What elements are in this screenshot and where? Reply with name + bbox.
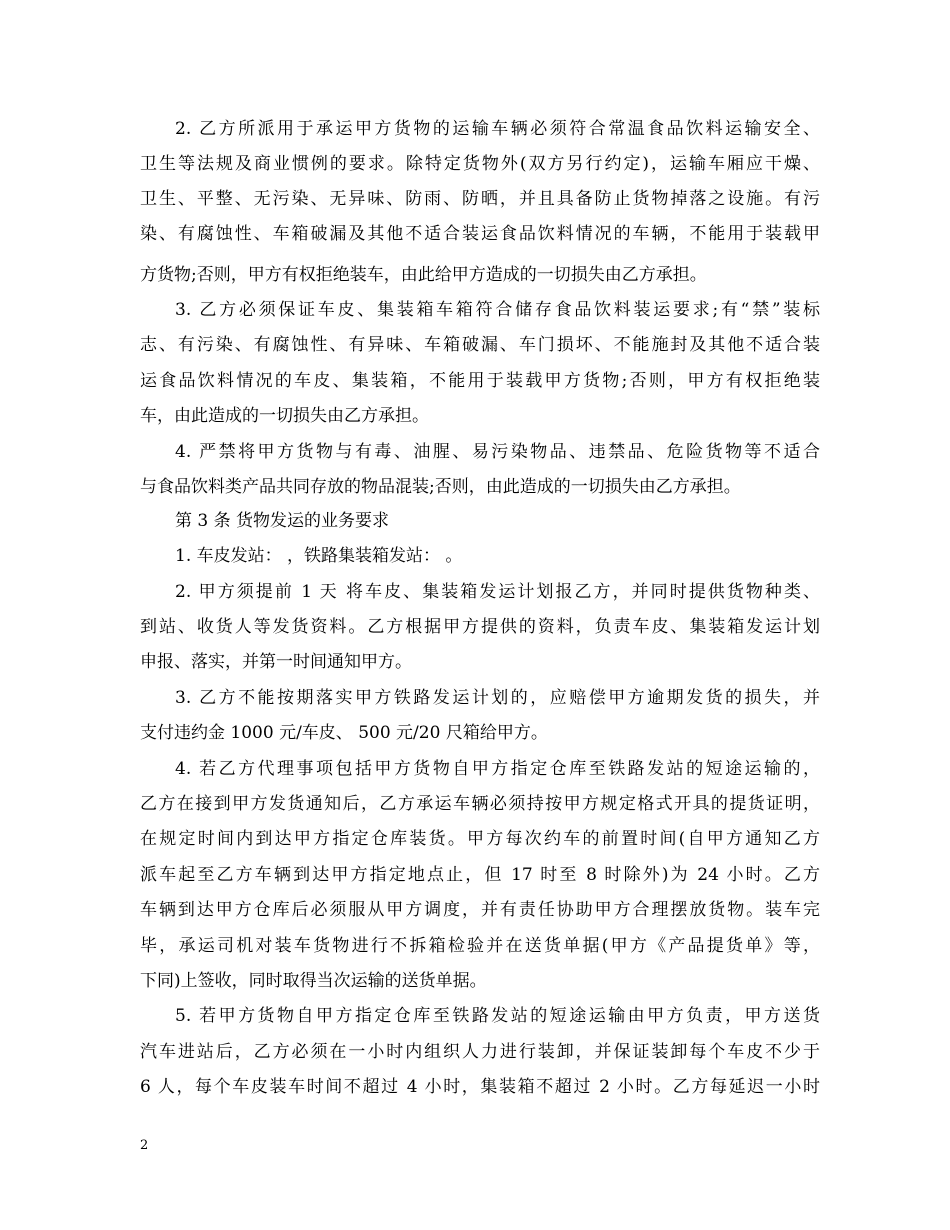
clause-3-line-3: 运食品饮料情况的车皮、集装箱，不能用于装载甲方货物;否则，甲方有权拒绝装 bbox=[140, 371, 820, 391]
item-4-line-3: 在规定时间内到达甲方指定仓库装货。甲方每次约车的前置时间(自甲方通知乙方 bbox=[140, 829, 820, 849]
item-2-line-2: 到站、收货人等发货资料。乙方根据甲方提供的资料，负责车皮、集装箱发运计划 bbox=[140, 617, 820, 637]
page-number: 2 bbox=[140, 1138, 149, 1153]
item-4-line-1: 4. 若乙方代理事项包括甲方货物自甲方指定仓库至铁路发站的短途运输的， bbox=[175, 759, 820, 779]
item-4-line-7: 下同)上签收，同时取得当次运输的送货单据。 bbox=[140, 971, 487, 991]
clause-2-line-5: 方货物;否则，甲方有权拒绝装车，由此给甲方造成的一切损失由乙方承担。 bbox=[140, 265, 707, 285]
item-2-line-1: 2. 甲方须提前 1 天 将车皮、集装箱发运计划报乙方，并同时提供货物种类、 bbox=[175, 582, 820, 602]
item-5-line-3: 6 人，每个车皮装车时间不超过 4 小时，集装箱不超过 2 小时。乙方每延迟一小时 bbox=[140, 1077, 820, 1097]
clause-3-line-2: 志、有污染、有腐蚀性、有异味、车箱破漏、车门损坏、不能施封及其他不适合装 bbox=[140, 335, 820, 355]
item-5-line-1: 5. 若甲方货物自甲方指定仓库至铁路发站的短途运输由甲方负责，甲方送货 bbox=[175, 1006, 820, 1026]
clause-3-line-4: 车，由此造成的一切损失由乙方承担。 bbox=[140, 406, 429, 426]
clause-2-line-1: 2. 乙方所派用于承运甲方货物的运输车辆必须符合常温食品饮料运输安全、 bbox=[175, 119, 820, 139]
article-3-heading: 第 3 条 货物发运的业务要求 bbox=[175, 511, 390, 531]
item-3-line-1: 3. 乙方不能按期落实甲方铁路发运计划的，应赔偿甲方逾期发货的损失，并 bbox=[175, 688, 820, 708]
item-4-line-6: 毕，承运司机对装车货物进行不拆箱检验并在送货单据(甲方《产品提货单》等， bbox=[140, 936, 820, 956]
clause-2-line-3: 卫生、平整、无污染、无异味、防雨、防晒，并且具备防止货物掉落之设施。有污 bbox=[140, 189, 820, 209]
item-3-line-2: 支付违约金 1000 元/车皮、 500 元/20 尺箱给甲方。 bbox=[140, 723, 548, 743]
item-4-line-4: 派车起至乙方车辆到达甲方指定地点止，但 17 时至 8 时除外)为 24 小时。乙方 bbox=[140, 865, 820, 885]
clause-2-line-2: 卫生等法规及商业惯例的要求。除特定货物外(双方另行约定)，运输车厢应干燥、 bbox=[140, 154, 820, 174]
item-4-line-5: 车辆到达甲方仓库后必须服从甲方调度，并有责任协助甲方合理摆放货物。装车完 bbox=[140, 900, 820, 920]
item-1-line-1: 1. 车皮发站： ，铁路集装箱发站： 。 bbox=[175, 546, 463, 566]
item-2-line-3: 申报、落实，并第一时间通知甲方。 bbox=[140, 652, 412, 672]
clause-3-line-1: 3. 乙方必须保证车皮、集装箱车箱符合储存食品饮料装运要求;有“禁”装标 bbox=[175, 300, 820, 320]
clause-4-line-1: 4. 严禁将甲方货物与有毒、油腥、易污染物品、违禁品、危险货物等不适合 bbox=[175, 442, 820, 462]
clause-4-line-2: 与食品饮料类产品共同存放的物品混装;否则，由此造成的一切损失由乙方承担。 bbox=[140, 477, 741, 497]
clause-2-line-4: 染、有腐蚀性、车箱破漏及其他不适合装运食品饮料情况的车辆，不能用于装载甲 bbox=[140, 224, 820, 244]
item-5-line-2: 汽车进站后，乙方必须在一小时内组织人力进行装卸，并保证装卸每个车皮不少于 bbox=[140, 1042, 820, 1062]
item-4-line-2: 乙方在接到甲方发货通知后，乙方承运车辆必须持按甲方规定格式开具的提货证明， bbox=[140, 794, 820, 814]
